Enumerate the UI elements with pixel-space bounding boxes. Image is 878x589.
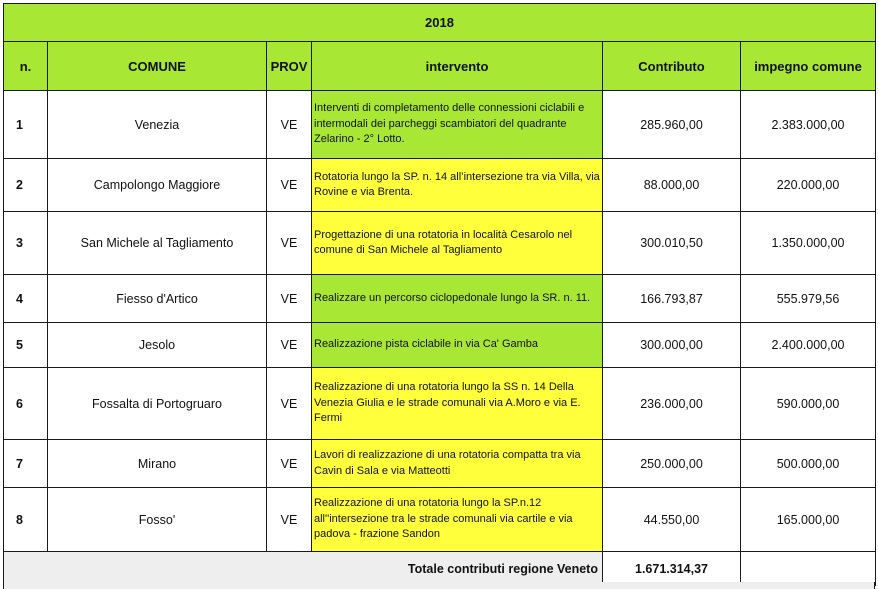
total-row [4, 552, 876, 586]
spreadsheet [3, 3, 875, 586]
cell-n[interactable]: 2 [4, 159, 48, 212]
cell-contributo[interactable]: 300.000,00 [603, 323, 741, 368]
cell-prov[interactable]: VE [267, 440, 312, 488]
table-row [4, 159, 876, 212]
cell-comune[interactable]: Jesolo [48, 323, 267, 368]
cell-intervento[interactable]: Progettazione di una rotatoria in località Cesarolo nel comune di San Michele al Tagliamento [312, 212, 603, 275]
cell-n[interactable]: 5 [4, 323, 48, 368]
year-title[interactable]: 2018 [4, 4, 876, 42]
cell-intervento[interactable]: Rotatoria lungo la SP. n. 14 all’intersezione tra via Villa, via Rovine e via Brenta. [312, 159, 603, 212]
cell-contributo[interactable]: 44.550,00 [603, 488, 741, 552]
cell-impegno[interactable]: 2.400.000,00 [741, 323, 876, 368]
header-contributo[interactable]: Contributo [603, 42, 741, 91]
cell-impegno[interactable]: 165.000,00 [741, 488, 876, 552]
cell-contributo[interactable]: 166.793,87 [603, 275, 741, 323]
cell-intervento[interactable]: Interventi di completamento delle connessioni ciclabili e intermodali dei parcheggi scambiatori del quadrante Zelarino - 2° Lotto. [312, 91, 603, 159]
cell-contributo[interactable]: 300.010,50 [603, 212, 741, 275]
cell-prov[interactable]: VE [267, 323, 312, 368]
cell-contributo[interactable]: 236.000,00 [603, 368, 741, 440]
cell-comune[interactable]: Venezia [48, 91, 267, 159]
cell-contributo[interactable]: 88.000,00 [603, 159, 741, 212]
header-intervento[interactable]: intervento [312, 42, 603, 91]
cell-impegno[interactable]: 1.350.000,00 [741, 212, 876, 275]
cell-n[interactable]: 7 [4, 440, 48, 488]
cell-contributo[interactable]: 250.000,00 [603, 440, 741, 488]
cell-n[interactable]: 3 [4, 212, 48, 275]
cell-comune[interactable]: Mirano [48, 440, 267, 488]
cell-n[interactable]: 6 [4, 368, 48, 440]
cell-intervento[interactable]: Realizzazione di una rotatoria lungo la SP.n.12 all''intersezione tra le strade comunali via cartile e via padova - frazione Sandon [312, 488, 603, 552]
cell-prov[interactable]: VE [267, 275, 312, 323]
table-row [4, 212, 876, 275]
total-empty-cell[interactable] [741, 552, 876, 586]
cell-intervento[interactable]: Realizzare un percorso ciclopedonale lungo la SR. n. 11. [312, 275, 603, 323]
table-row [4, 275, 876, 323]
cell-intervento[interactable]: Realizzazione di una rotatoria lungo la SS n. 14 Della Venezia Giulia e le strade comunali via A.Moro e via E. Fermi [312, 368, 603, 440]
cell-prov[interactable]: VE [267, 159, 312, 212]
total-label[interactable]: Totale contributi regione Veneto [4, 552, 603, 586]
cell-contributo[interactable]: 285.960,00 [603, 91, 741, 159]
header-n[interactable]: n. [4, 42, 48, 91]
header-comune[interactable]: COMUNE [48, 42, 267, 91]
table-row [4, 488, 876, 552]
table-row [4, 91, 876, 159]
cell-impegno[interactable]: 2.383.000,00 [741, 91, 876, 159]
total-value[interactable]: 1.671.314,37 [603, 552, 741, 586]
cell-prov[interactable]: VE [267, 212, 312, 275]
table-row [4, 440, 876, 488]
cell-comune[interactable]: Fossalta di Portogruaro [48, 368, 267, 440]
cell-comune[interactable]: Fosso' [48, 488, 267, 552]
header-prov[interactable]: PROV [267, 42, 312, 91]
cell-prov[interactable]: VE [267, 368, 312, 440]
cell-n[interactable]: 4 [4, 275, 48, 323]
table-row [4, 368, 876, 440]
cell-intervento[interactable]: Lavori di realizzazione di una rotatoria compatta tra via Cavin di Sala e via Matteotti [312, 440, 603, 488]
cell-n[interactable]: 1 [4, 91, 48, 159]
cell-comune[interactable]: Campolongo Maggiore [48, 159, 267, 212]
cell-impegno[interactable]: 555.979,56 [741, 275, 876, 323]
cell-impegno[interactable]: 590.000,00 [741, 368, 876, 440]
header-impegno[interactable]: impegno comune [741, 42, 876, 91]
table-row [4, 323, 876, 368]
cell-intervento[interactable]: Realizzazione pista ciclabile in via Ca' Gamba [312, 323, 603, 368]
cell-comune[interactable]: San Michele al Tagliamento [48, 212, 267, 275]
cell-prov[interactable]: VE [267, 488, 312, 552]
cell-n[interactable]: 8 [4, 488, 48, 552]
cell-impegno[interactable]: 220.000,00 [741, 159, 876, 212]
cell-comune[interactable]: Fiesso d'Artico [48, 275, 267, 323]
contributions-table [3, 3, 876, 586]
cell-prov[interactable]: VE [267, 91, 312, 159]
cell-impegno[interactable]: 500.000,00 [741, 440, 876, 488]
next-row-strip [3, 582, 875, 589]
